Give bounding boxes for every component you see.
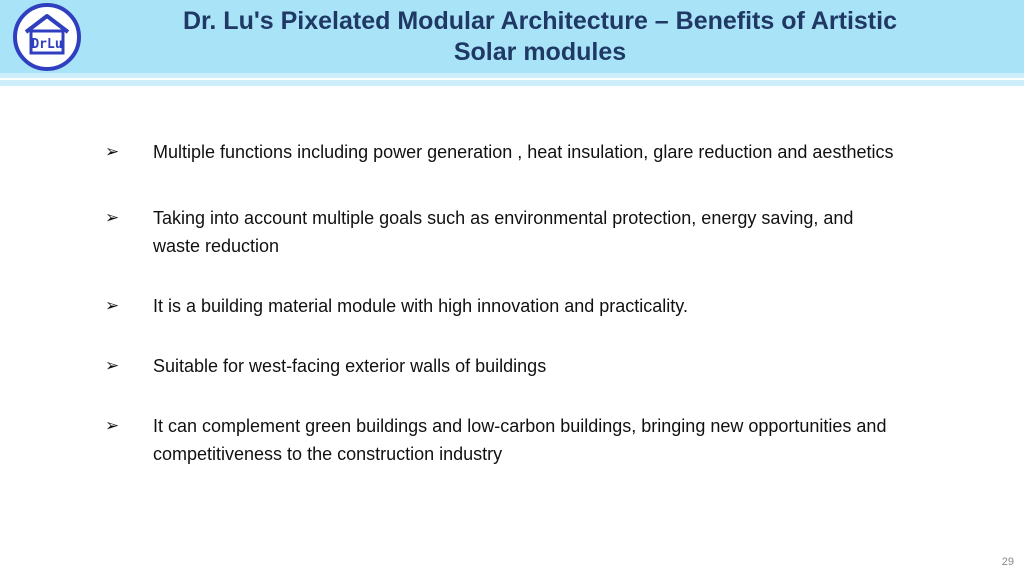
arrowhead-bullet-icon: ➢: [105, 416, 120, 435]
bullet-item: [105, 138, 905, 166]
bullet-text: Multiple functions including power generation , heat insulation, glare reduction and aesthetics: [153, 142, 894, 162]
logo-text: DrLu: [31, 37, 63, 52]
bullet-list: [105, 138, 905, 468]
title-line-2: Solar modules: [453, 38, 627, 66]
arrowhead-bullet-icon: ➢: [105, 296, 120, 315]
arrowhead-bullet-icon: ➢: [105, 142, 120, 161]
arrowhead-bullet-icon: ➢: [105, 208, 120, 227]
bullet-text: It is a building material module with high innovation and practicality.: [153, 296, 688, 316]
page-number: 29: [1001, 556, 1014, 568]
title-line-1: Dr. Lu's Pixelated Modular Architecture – Benefits of Artistic: [183, 7, 897, 35]
title-bar-stripe: [0, 73, 1024, 86]
bullet-item: [105, 292, 905, 320]
bullet-item: [105, 204, 905, 260]
bullet-item: [105, 412, 905, 468]
drlu-logo: [12, 2, 82, 72]
bullet-text: Taking into account multiple goals such as environmental protection, energy saving, and waste reduction: [153, 208, 854, 256]
arrowhead-bullet-icon: ➢: [105, 356, 120, 375]
bullet-item: [105, 352, 905, 380]
slide-title: [110, 6, 970, 68]
bullet-text: Suitable for west-facing exterior walls of buildings: [153, 356, 547, 376]
bullet-text: It can complement green buildings and low-carbon buildings, bringing new opportunities and competitiveness to the construction industry: [153, 416, 887, 464]
